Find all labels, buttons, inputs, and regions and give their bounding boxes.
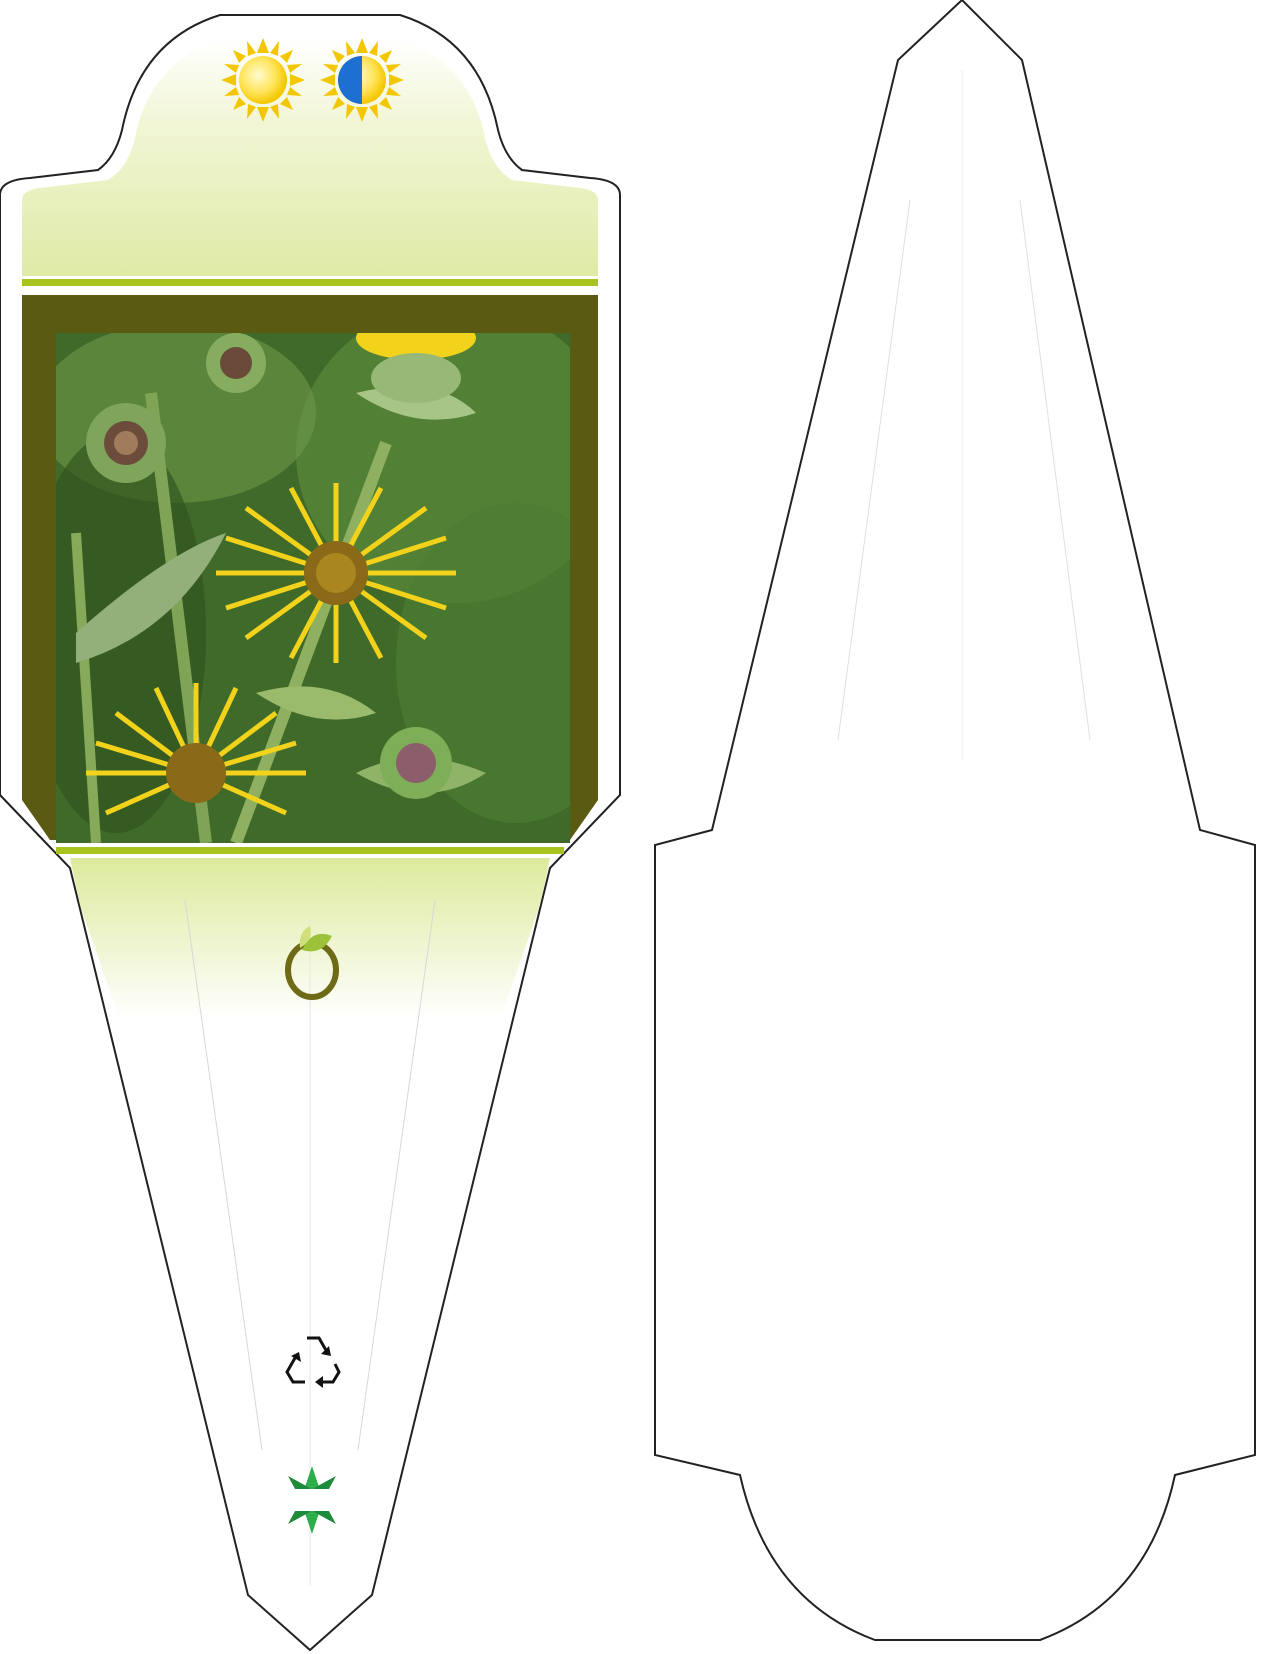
yellow-flower — [216, 483, 456, 663]
bud-cluster — [86, 403, 166, 483]
flower-photo — [56, 333, 570, 843]
header-lime-bar — [22, 279, 598, 286]
printed-note — [962, 50, 1132, 110]
front-header-panel — [22, 38, 598, 276]
part-shade-icon — [320, 38, 404, 122]
full-sun-icon — [221, 38, 305, 122]
back-tag-outline — [655, 0, 1255, 1640]
frame-lime-bar — [56, 847, 564, 854]
